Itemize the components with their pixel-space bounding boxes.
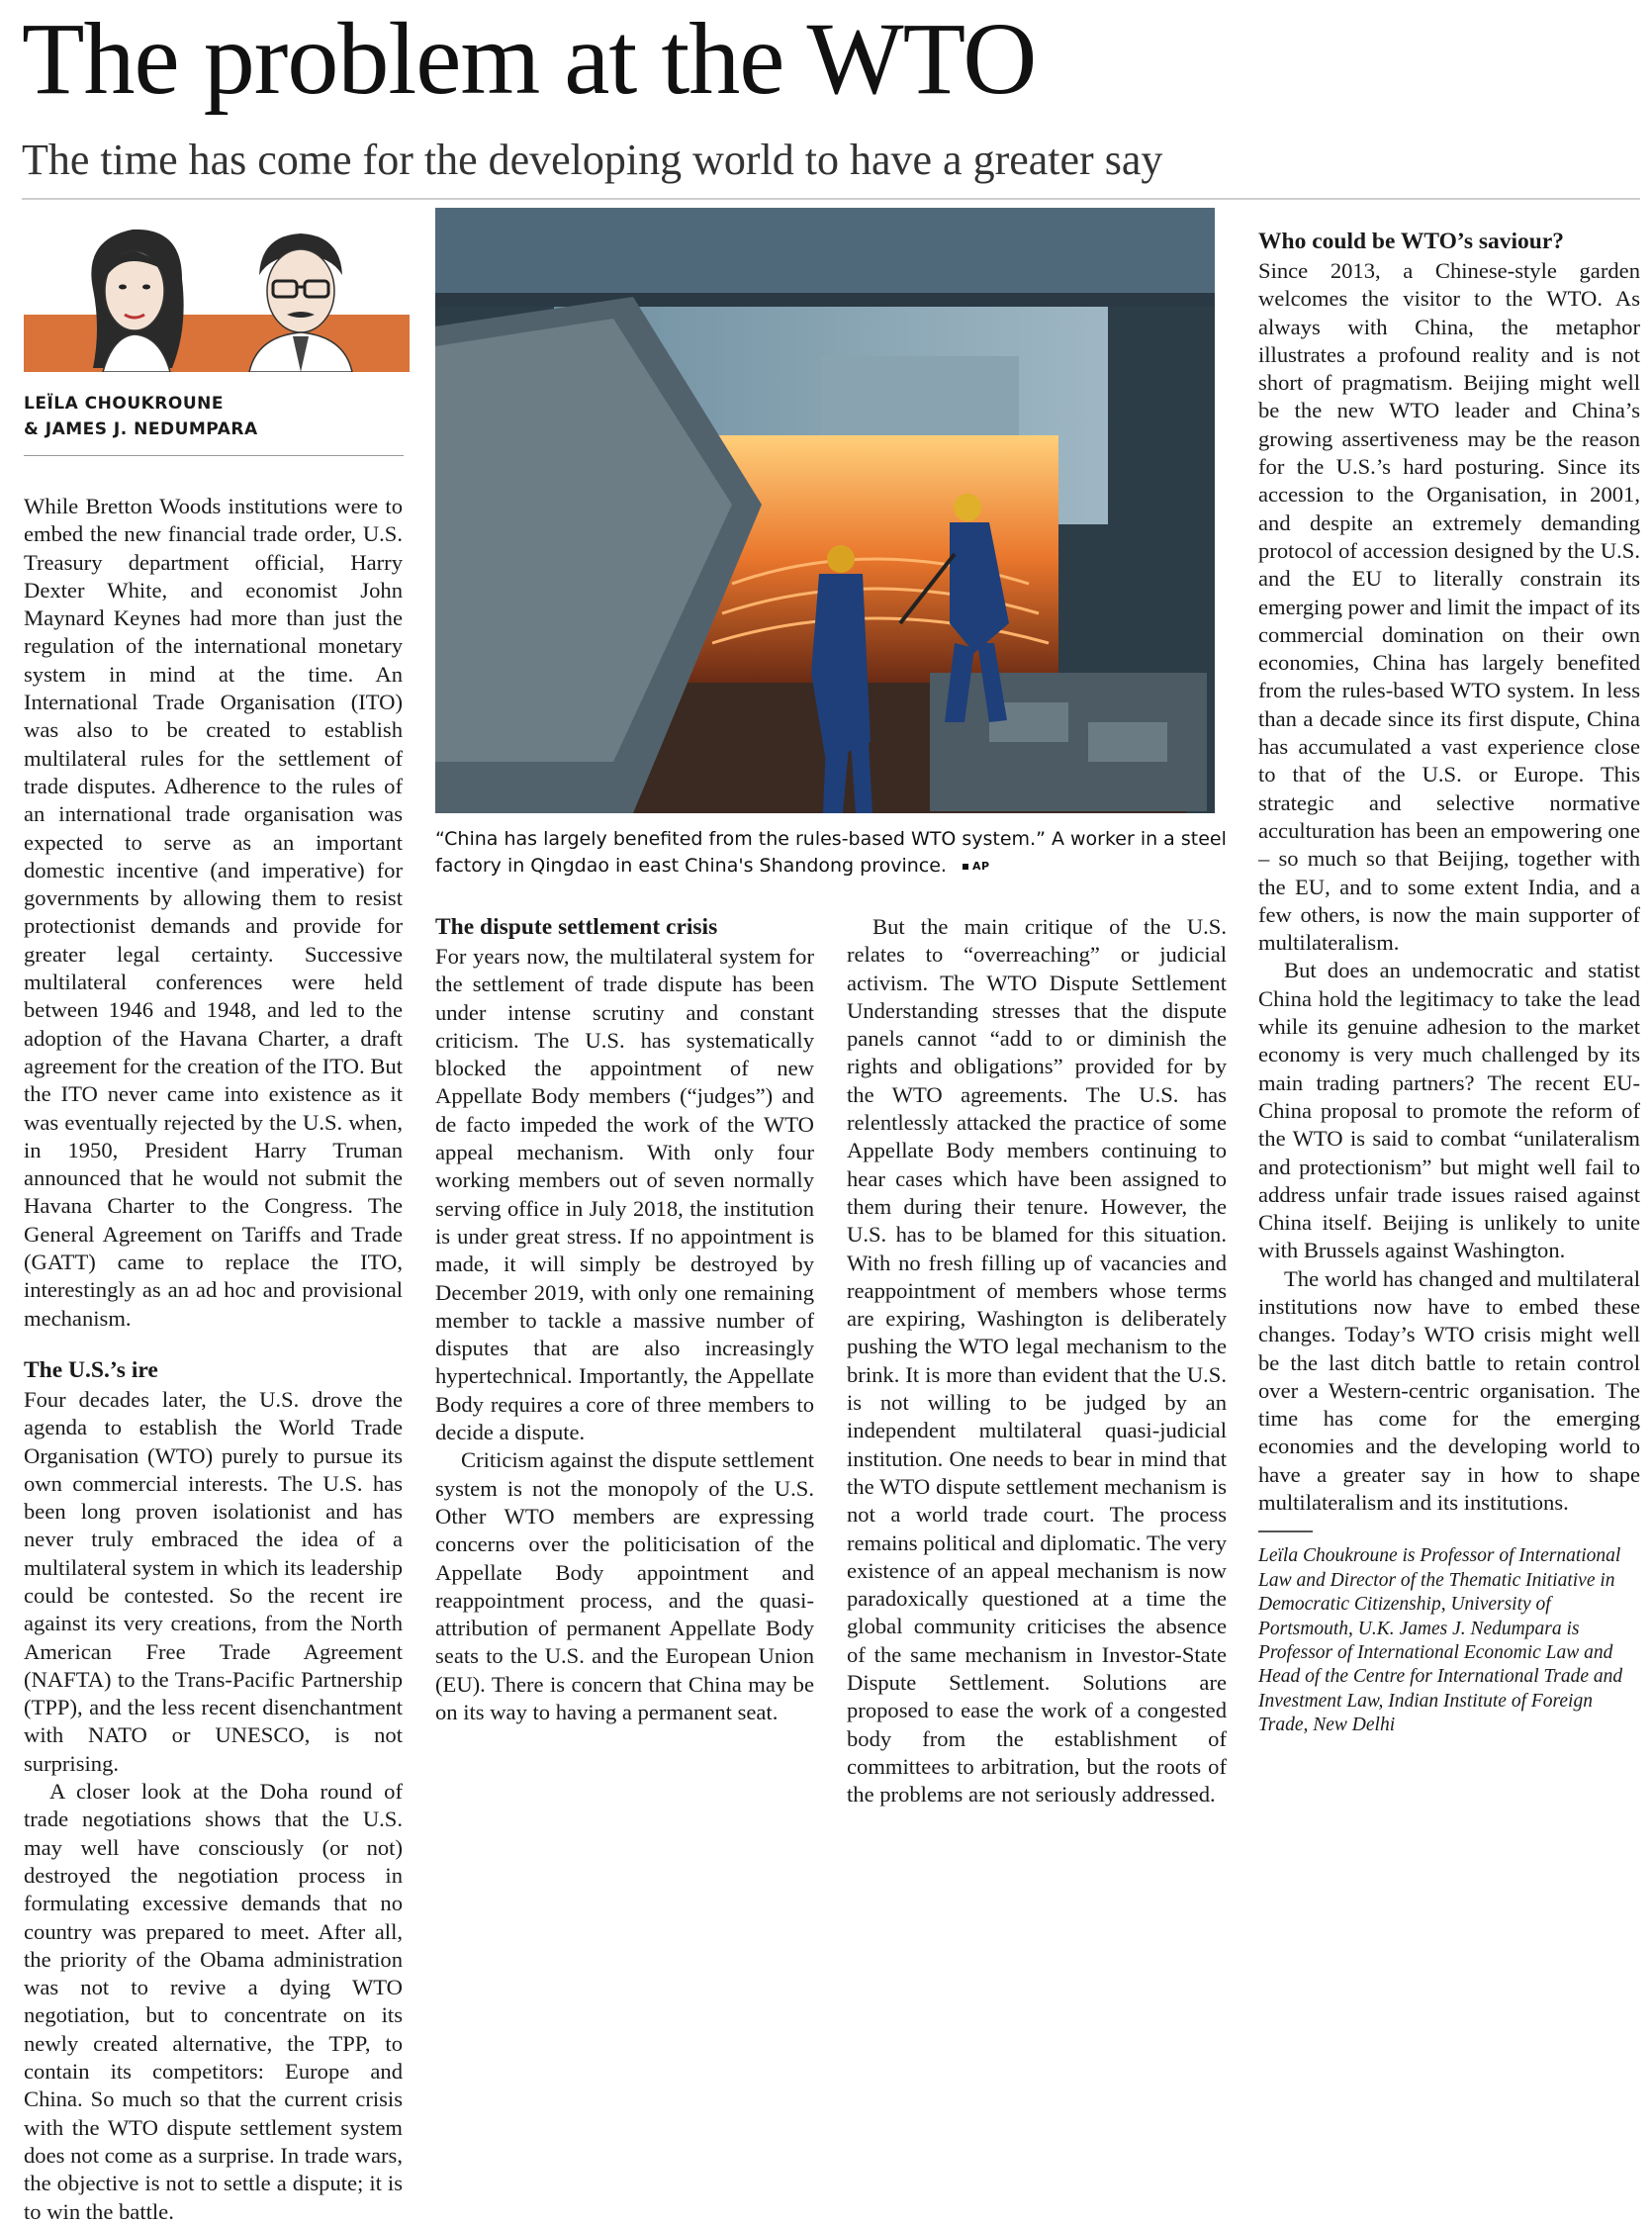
caption-text: “China has largely benefited from the rules-based WTO system.” A worker in a steel factory in Qingdao in east China's Shandong province. [435, 828, 1227, 877]
section-heading: Who could be WTO’s saviour? [1258, 229, 1565, 254]
byline [24, 391, 258, 442]
steel-factory-illustration [435, 208, 1215, 813]
article-paragraph: But does an undemocratic and statist China hold the legitimacy to take the lead while its genuine adhesion to the market economy is very much challenged by its main trading partners? The recent EU-China proposal to promote the reform of the WTO is said to combat “unilateralism and protectionism” but might well fail to address unfair trade issues raised against China itself. Beijing is unlikely to unite with Brussels against Washington. [1258, 958, 1640, 1263]
section-heading: The dispute settlement crisis [435, 914, 718, 940]
article-paragraph: Criticism against the dispute settlement system is not the monopoly of the U.S. Other WTO members are expressing concerns over the politicisation of the Appellate Body appointment and reappointment process, and the quasi-attribution of permanent Appellate Body seats to the U.S. and the European Union (EU). There is concern that China may be on its way to having a permanent seat. [435, 1447, 814, 1725]
article-column-2 [435, 913, 814, 1726]
article-paragraph: While Bretton Woods institutions were to embed the new financial trade order, U.S. Treasury department official, Harry Dexter White, and economist John Maynard Keynes had more than just the regulation of the international monetary system in mind at the time. An International Trade Organisation (ITO) was also to be created to establish multilateral rules for the settlement of trade disputes. Adherence to the rules of an international trade organisation was expected to serve as an important domestic incentive (and imperative) for governments by allowing them to resist protectionist demands and provide for greater legal certainty. Successive multilateral conferences were held between 1946 and 1948, and led to the adoption of the Havana Charter, a draft agreement for the creation of the ITO. But the ITO never came into existence as it was eventually rejected by the U.S. when, in 1950, President Harry Truman announced that he would not submit the Havana Charter to the Congress. The General Agreement on Tariffs and Trade (GATT) came to replace the ITO, interestingly as an ad hoc and provisional mechanism. [24, 494, 403, 1331]
article-paragraph: Four decades later, the U.S. drove the agenda to establish the World Trade Organisation (WTO) purely to pursue its own commercial interests. The U.S. has been long proven isolationist and has never truly embraced the idea of a multilateral system in which its leadership could be contested. So the recent ire against its very creations, from the North American Free Trade Agreement (NAFTA) to the Trans-Pacific Partnership (TPP), and the less recent disenchantment with NATO or UNESCO, is not surprising. [24, 1386, 403, 1776]
article-column-3 [847, 913, 1227, 1809]
bio-rule [1258, 1530, 1313, 1532]
photo-caption [435, 826, 1227, 880]
article-column-4 [1258, 210, 1640, 1738]
photo-credit: AP [953, 860, 990, 873]
top-rule [22, 198, 1640, 200]
article-paragraph: A closer look at the Doha round of trade negotiations shows that the U.S. may well have consciously (or not) destroyed the negotiation process in formulating excessive demands that no country was prepared to meet. After all, the priority of the Obama administration was not to revive a dying WTO negotiation, but to concentrate on its newly created alternative, the TPP, to contain its competitors: Europe and China. So much so that the current crisis with the WTO dispute settlement system does not come as a surprise. In trade wars, the objective is not to settle a dispute; it is to win the battle. [24, 1779, 403, 2224]
article-paragraph: For years now, the multilateral system for the settlement of trade dispute has been under intense scrutiny and constant criticism. The U.S. has systematically blocked the appointment of new Appellate Body members (“judges”) and de facto impeded the work of the WTO appeal mechanism. With only four working members out of seven normally serving office in July 2018, the institution is under great stress. If no appointment is made, it will simply be destroyed by December 2019, with only one remaining member to tackle a massive number of disputes that are also increasingly hypertechnical. Importantly, the Appellate Body requires a core of three members to decide a dispute. [435, 944, 814, 1445]
author-bio [1258, 1544, 1640, 1737]
article-column-1 [24, 493, 403, 2226]
headline: The problem at the WTO [22, 2, 1037, 116]
article-paragraph: Since 2013, a Chinese-style garden welcomes the visitor to the WTO. As always with China, the metaphor illustrates a profound reality and is not short of pragmatism. Beijing might well be the new WTO leader and China’s growing assertiveness may be the reason for the U.S.’s hard posturing. Since its accession to the Organisation, in 2001, and despite an extremely demanding protocol of accession designed by the U.S. and the EU to literally constrain its emerging power and limit the impact of its commercial domination on their own economies, China has largely benefited from the rules-based WTO system. In less than a decade since its first dispute, China has accumulated a vast experience close to that of the U.S. or Europe. This strategic and selective normative acculturation has been an empowering one – so much so that Beijing, together with the EU, and to some extent India, and a few others, is now the main supporter of multilateralism. [1258, 258, 1640, 956]
article-paragraph: But the main critique of the U.S. relates to “overreaching” or judicial activism. The WTO Dispute Settlement Understanding stresses that the dispute panels cannot “add to or diminish the rights and obligations” provided for by the WTO agreements. The U.S. has relentlessly attacked the practice of some Appellate Body members continuing to hear cases which have been assigned to them during their tenure. However, the U.S. has to be blamed for this situation. With no fresh filling up of vacancies and reappointment of members whose terms are expiring, Washington is deliberately pushing the WTO legal mechanism to the brink. It is more than evident that the U.S. is not willing to be judged by an independent multilateral quasi-judicial institution. One needs to bear in mind that the WTO dispute settlement mechanism is not a world trade court. The process remains political and diplomatic. The very existence of an appeal mechanism is now paradoxically questioned at a time the global community criticises the absence of the same mechanism in Investor-State Dispute Settlement. Solutions are proposed to ease the work of a congested body from the establishment of committees to arbitration, but the roots of the problems are not seriously addressed. [847, 914, 1227, 1808]
factory-photo [435, 208, 1215, 813]
author-portrait-nedumpara [231, 226, 370, 372]
author-portrait-choukroune [63, 220, 212, 372]
subheadline: The time has come for the developing world to have a greater say [22, 136, 1163, 184]
byline-author-1: LEÏLA CHOUKROUNE [24, 394, 224, 414]
byline-rule [24, 455, 404, 456]
article-paragraph: The world has changed and multilateral institutions now have to embed these changes. Today’s WTO crisis might well be the last ditch battle to retain control over a Western-centric organisation. The time has come for the emerging economies and the developing world to have a greater say in how to shape multilateralism and its institutions. [1258, 1265, 1640, 1516]
bio-text: Leïla Choukroune is Professor of International Law and Director of the Thematic Initiative in Democratic Citizenship, University of Portsmouth, U.K. James J. Nedumpara is Professor of International Economic Law and Head of the Centre for International Trade and Investment Law, Indian Institute of Foreign Trade, New Delhi [1258, 1545, 1623, 1736]
section-heading: The U.S.’s ire [24, 1356, 158, 1383]
byline-author-2: & JAMES J. NEDUMPARA [24, 419, 258, 439]
